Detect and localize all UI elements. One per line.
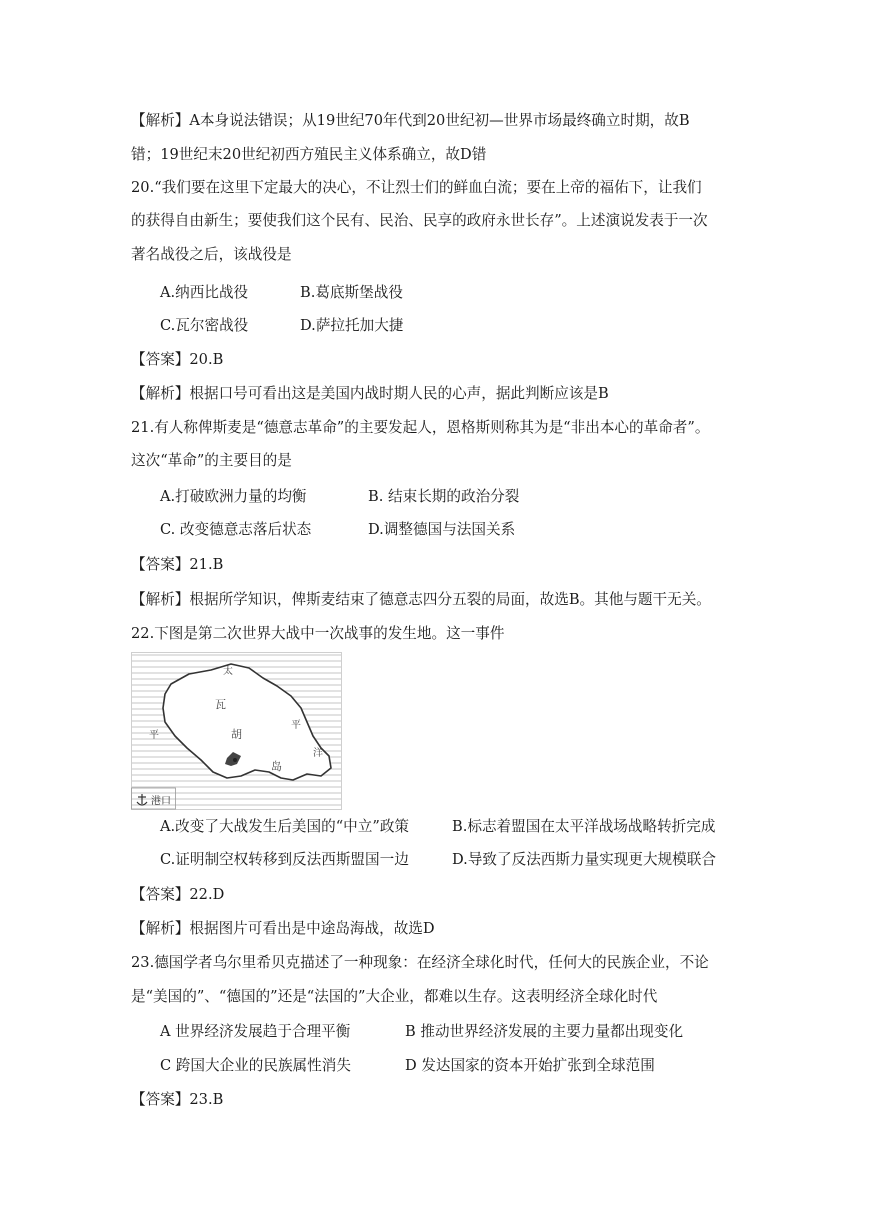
question-20-line-1: 20.“我们要在这里下定最大的决心，不让烈士们的鲜血白流；要在上帝的福佑下，让我们 (131, 179, 702, 196)
question-22-option-a: A.改变了大战发生后美国的“中立”政策 (160, 818, 410, 835)
question-21-option-c: C. 改变德意志落后状态 (160, 521, 312, 538)
oahu-map-figure (131, 652, 342, 810)
question-20-option-b: B.葛底斯堡战役 (300, 284, 403, 301)
question-22-option-c: C.证明制空权转移到反法西斯盟国一边 (160, 851, 409, 868)
analysis-20: 【解析】根据口号可看出这是美国内战时期人民的心声，据此判断应该是B (131, 385, 609, 402)
answer-22: 【答案】22.D (131, 886, 225, 903)
map-label-right-top: 平 (291, 720, 301, 731)
question-23-line-2: 是“美国的”、“德国的”还是“法国的”大企业，都难以生存。这表明经济全球化时代 (131, 988, 658, 1005)
question-23-option-c: C 跨国大企业的民族属性消失 (160, 1057, 351, 1074)
question-21-line-2: 这次“革命”的主要目的是 (131, 452, 292, 469)
analysis-19-line-1: 【解析】A本身说法错误；从19世纪70年代到20世纪初—世界市场最终确立时期，故B (131, 112, 690, 129)
analysis-21: 【解析】根据所学知识，俾斯麦结束了德意志四分五裂的局面，故选B。其他与题干无关。 (131, 591, 711, 608)
question-23-option-a: A 世界经济发展趋于合理平衡 (160, 1023, 351, 1040)
question-20-line-2: 的获得自由新生；要使我们这个民有、民治、民享的政府永世长存”。上述演说发表于一次 (131, 212, 708, 229)
map-label-top: 太 (223, 666, 233, 677)
question-23-option-b: B 推动世界经济发展的主要力量都出现变化 (405, 1023, 684, 1040)
map-label-left-top: 瓦 (215, 698, 226, 711)
question-21-line-1: 21.有人称俾斯麦是“德意志革命”的主要发起人，恩格斯则称其为是“非出本心的革命者”。 (131, 419, 710, 436)
question-23-option-d: D 发达国家的资本开始扩张到全球范围 (405, 1057, 655, 1074)
question-21-option-b: B. 结束长期的政治分裂 (368, 488, 520, 505)
question-23-line-1: 23.德国学者乌尔里希贝克描述了一种现象：在经济全球化时代，任何大的民族企业，不论 (131, 954, 709, 971)
analysis-19-line-2: 错；19世纪末20世纪初西方殖民主义体系确立，故D错 (131, 146, 487, 163)
question-22-option-d: D.导致了反法西斯力量实现更大规模联合 (452, 851, 716, 868)
map-image (131, 652, 342, 810)
question-20-line-3: 著名战役之后，该战役是 (131, 246, 292, 263)
map-label-right-mid: 洋 (313, 748, 323, 759)
analysis-22: 【解析】根据图片可看出是中途岛海战，故选D (131, 920, 435, 937)
map-label-bottom: 岛 (271, 760, 282, 773)
map-label-left-mid: 平 (149, 730, 159, 741)
answer-20: 【答案】20.B (131, 351, 224, 368)
question-21-option-d: D.调整德国与法国关系 (368, 521, 516, 538)
question-22-line-1: 22.下图是第二次世界大战中一次战事的发生地。这一事件 (131, 625, 505, 642)
question-20-option-a: A.纳西比战役 (160, 284, 249, 301)
answer-21: 【答案】21.B (131, 556, 224, 573)
question-21-option-a: A.打破欧洲力量的均衡 (160, 488, 307, 505)
question-20-option-c: C.瓦尔密战役 (160, 317, 249, 334)
question-22-option-b: B.标志着盟国在太平洋战场战略转折完成 (452, 818, 716, 835)
map-legend-label: 港口 (151, 796, 171, 807)
map-label-center: 胡 (231, 728, 242, 741)
answer-23: 【答案】23.B (131, 1091, 224, 1108)
question-20-option-d: D.萨拉托加大捷 (300, 317, 404, 334)
